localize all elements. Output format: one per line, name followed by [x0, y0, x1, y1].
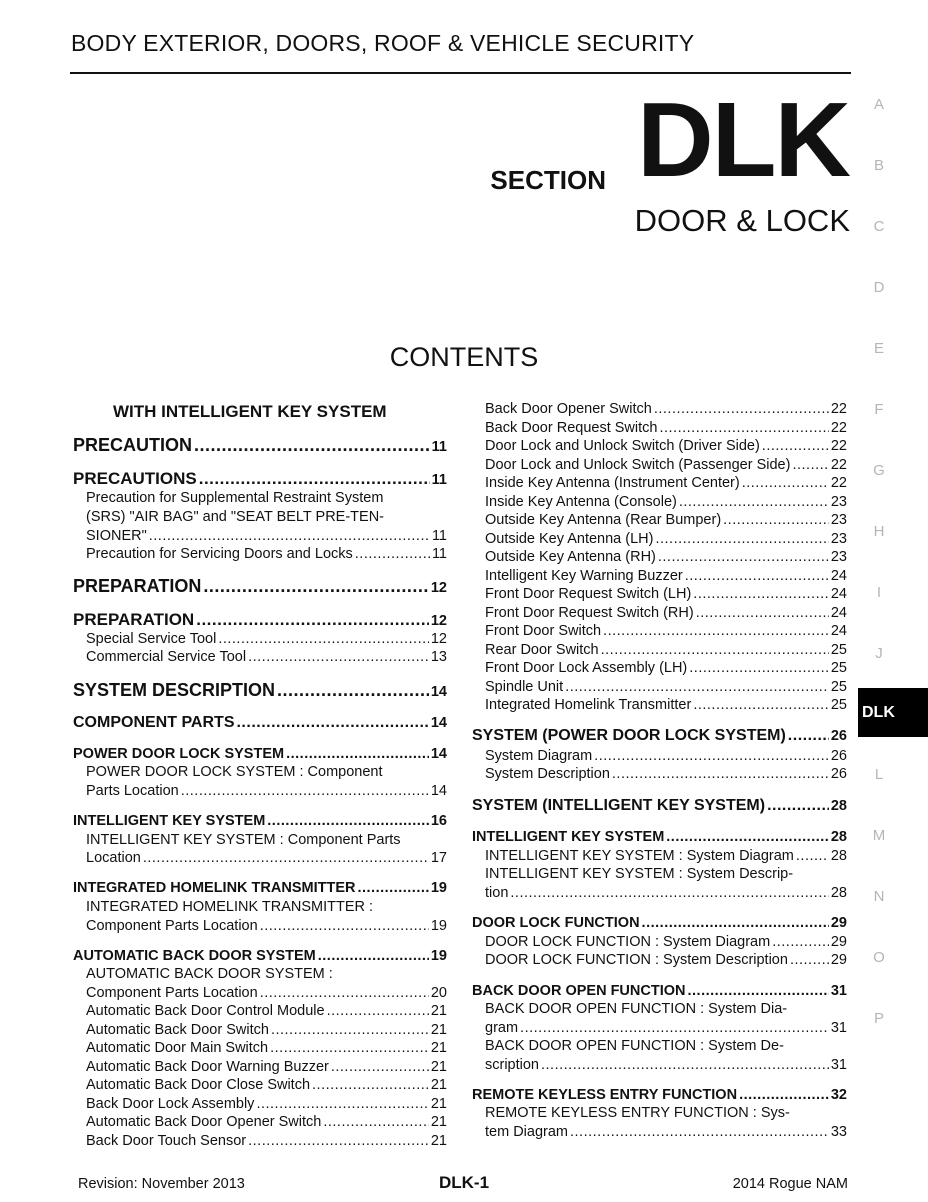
toc-entry-rke[interactable]: REMOTE KEYLESS ENTRY FUNCTION ..... 32 — [472, 1087, 847, 1103]
toc-ik-line1[interactable]: INTELLIGENT KEY SYSTEM : Component Parts — [86, 832, 401, 848]
toc-entry-system-description[interactable]: SYSTEM DESCRIPTION ..... 14 — [73, 680, 447, 701]
index-letter-o[interactable]: O — [873, 949, 885, 966]
toc-item[interactable]: Front Door Switch ..... 24 — [485, 623, 847, 642]
toc-bdof-diag-line2[interactable]: gram ..... 31 — [485, 1020, 847, 1036]
section-word: SECTION — [490, 165, 606, 195]
toc-special-tool[interactable]: Special Service Tool ..... 12 — [86, 631, 447, 647]
toc-rke-line2[interactable]: tem Diagram ..... 33 — [485, 1124, 847, 1140]
toc-srs-line1[interactable]: Precaution for Supplemental Restraint System — [86, 490, 384, 506]
toc-srs-line2[interactable]: (SRS) "AIR BAG" and "SEAT BELT PRE-TEN- — [86, 509, 385, 525]
toc-abd-items — [86, 1003, 447, 1151]
toc-right-items — [485, 401, 847, 716]
toc-item[interactable]: Front Door Request Switch (RH) ..... 24 — [485, 605, 847, 624]
index-letter-g[interactable]: G — [873, 462, 885, 479]
toc-abd-item[interactable]: Automatic Back Door Switch ..... 21 — [86, 1022, 447, 1041]
toc-entry-abd-system[interactable]: AUTOMATIC BACK DOOR SYSTEM ..... 19 — [73, 948, 447, 964]
toc-entry-precautions[interactable]: PRECAUTIONS ..... 11 — [73, 469, 447, 489]
toc-pdl-line2[interactable]: Parts Location ..... 14 — [86, 783, 447, 799]
toc-entry-homelink[interactable]: INTEGRATED HOMELINK TRANSMITTER ..... 19 — [73, 880, 447, 896]
index-letter-n[interactable]: N — [873, 888, 885, 905]
footer-model: 2014 Rogue NAM — [732, 1176, 848, 1192]
toc-abd-item[interactable]: Automatic Door Main Switch ..... 21 — [86, 1040, 447, 1059]
toc-bdof-diag-line1[interactable]: BACK DOOR OPEN FUNCTION : System Dia- — [485, 1001, 788, 1017]
toc-ik-diagram[interactable]: INTELLIGENT KEY SYSTEM : System Diagram ..... 28 — [485, 848, 847, 864]
index-letter-p[interactable]: P — [873, 1010, 884, 1027]
toc-abd-item[interactable]: Automatic Back Door Control Module ..... 21 — [86, 1003, 447, 1022]
toc-pdl-line1[interactable]: POWER DOOR LOCK SYSTEM : Component — [86, 764, 383, 780]
toc-sys-pdl-desc[interactable]: System Description ..... 26 — [485, 766, 847, 782]
toc-item[interactable]: Integrated Homelink Transmitter ..... 25 — [485, 697, 847, 716]
toc-dlf-desc[interactable]: DOOR LOCK FUNCTION : System Description ..... 29 — [485, 952, 847, 968]
section-name: DOOR & LOCK — [634, 203, 850, 238]
contents-title: CONTENTS — [389, 342, 539, 372]
toc-bdof-desc-line2[interactable]: scription ..... 31 — [485, 1057, 847, 1073]
toc-ik-line2[interactable]: Location ..... 17 — [86, 850, 447, 866]
toc-entry-dlf[interactable]: DOOR LOCK FUNCTION ..... 29 — [472, 915, 847, 931]
toc-abd-item[interactable]: Automatic Back Door Opener Switch ..... 21 — [86, 1114, 447, 1133]
toc-entry-ik-system[interactable]: INTELLIGENT KEY SYSTEM ..... 16 — [73, 813, 447, 829]
toc-rke-line1[interactable]: REMOTE KEYLESS ENTRY FUNCTION : Sys- — [485, 1105, 790, 1121]
index-tab-dlk-active[interactable]: DLK — [858, 688, 928, 737]
toc-entry-sys-pdl[interactable]: SYSTEM (POWER DOOR LOCK SYSTEM) ..... 26 — [472, 727, 847, 745]
index-letter-l[interactable]: L — [874, 766, 884, 783]
toc-entry-preparation-h1[interactable]: PREPARATION ..... 12 — [73, 576, 447, 597]
toc-item[interactable]: Front Door Lock Assembly (LH) ..... 25 — [485, 660, 847, 679]
toc-item[interactable]: Front Door Request Switch (LH) ..... 24 — [485, 586, 847, 605]
toc-commercial-tool[interactable]: Commercial Service Tool ..... 13 — [86, 649, 447, 665]
toc-abd-line2[interactable]: Component Parts Location ..... 20 — [86, 985, 447, 1001]
index-letter-m[interactable]: M — [872, 827, 886, 844]
toc-item[interactable]: Inside Key Antenna (Console) ..... 23 — [485, 494, 847, 513]
index-letter-e[interactable]: E — [873, 340, 884, 357]
toc-abd-line1[interactable]: AUTOMATIC BACK DOOR SYSTEM : — [86, 966, 333, 982]
index-letter-h[interactable]: H — [873, 523, 885, 540]
toc-homelink-line2[interactable]: Component Parts Location ..... 19 — [86, 918, 447, 934]
header-title: BODY EXTERIOR, DOORS, ROOF & VEHICLE SECURITY — [71, 30, 695, 56]
toc-item[interactable]: Door Lock and Unlock Switch (Passenger Side) ..... 22 — [485, 457, 847, 476]
toc-srs-line3[interactable]: SIONER" ..... 11 — [86, 528, 447, 544]
toc-entry-preparation-h2[interactable]: PREPARATION ..... 12 — [73, 610, 447, 630]
toc-entry-bdof[interactable]: BACK DOOR OPEN FUNCTION ..... 31 — [472, 983, 847, 999]
toc-bdof-desc-line1[interactable]: BACK DOOR OPEN FUNCTION : System De- — [485, 1038, 784, 1054]
toc-ik-desc-line1[interactable]: INTELLIGENT KEY SYSTEM : System Descrip- — [485, 866, 794, 882]
toc-item[interactable]: Inside Key Antenna (Instrument Center) ..... 22 — [485, 475, 847, 494]
toc-item[interactable]: Back Door Opener Switch ..... 22 — [485, 401, 847, 420]
toc-item[interactable]: Door Lock and Unlock Switch (Driver Side) ..... 22 — [485, 438, 847, 457]
footer-revision: Revision: November 2013 — [78, 1176, 245, 1192]
toc-entry-component-parts[interactable]: COMPONENT PARTS ..... 14 — [73, 714, 447, 732]
index-letter-i[interactable]: I — [876, 584, 882, 601]
toc-subtitle: WITH INTELLIGENT KEY SYSTEM — [113, 402, 387, 421]
toc-servicing[interactable]: Precaution for Servicing Doors and Locks ..... 11 — [86, 546, 447, 562]
footer-page-number: DLK-1 — [438, 1173, 490, 1192]
toc-entry-ik-system-right[interactable]: INTELLIGENT KEY SYSTEM ..... 28 — [472, 829, 847, 845]
toc-abd-item[interactable]: Automatic Back Door Close Switch ..... 21 — [86, 1077, 447, 1096]
index-letter-f[interactable]: F — [874, 401, 884, 418]
toc-entry-sys-ik[interactable]: SYSTEM (INTELLIGENT KEY SYSTEM) ..... 28 — [472, 797, 847, 815]
toc-homelink-line1[interactable]: INTEGRATED HOMELINK TRANSMITTER : — [86, 899, 374, 915]
toc-abd-item[interactable]: Back Door Lock Assembly ..... 21 — [86, 1096, 447, 1115]
toc-item[interactable]: Outside Key Antenna (Rear Bumper) ..... 23 — [485, 512, 847, 531]
index-letter-d[interactable]: D — [873, 279, 885, 296]
toc-ik-desc-line2[interactable]: tion ..... 28 — [485, 885, 847, 901]
toc-item[interactable]: Intelligent Key Warning Buzzer ..... 24 — [485, 568, 847, 587]
toc-item[interactable]: Back Door Request Switch ..... 22 — [485, 420, 847, 439]
toc-sys-pdl-diagram[interactable]: System Diagram ..... 26 — [485, 748, 847, 764]
index-letter-c[interactable]: C — [873, 218, 885, 235]
toc-item[interactable]: Outside Key Antenna (RH) ..... 23 — [485, 549, 847, 568]
toc-entry-precaution[interactable]: PRECAUTION ..... 11 — [73, 435, 447, 456]
toc-abd-item[interactable]: Back Door Touch Sensor ..... 21 — [86, 1133, 447, 1152]
index-letter-b[interactable]: B — [873, 157, 884, 174]
toc-abd-item[interactable]: Automatic Back Door Warning Buzzer ..... 21 — [86, 1059, 447, 1078]
index-letter-a[interactable]: A — [873, 96, 884, 113]
toc-item[interactable]: Outside Key Antenna (LH) ..... 23 — [485, 531, 847, 550]
toc-dlf-diagram[interactable]: DOOR LOCK FUNCTION : System Diagram ..... 29 — [485, 934, 847, 950]
index-letter-j[interactable]: J — [875, 645, 883, 662]
header-rule — [70, 72, 851, 74]
section-code: DLK — [637, 81, 849, 199]
toc-item[interactable]: Rear Door Switch ..... 25 — [485, 642, 847, 661]
toc-entry-pdl-system[interactable]: POWER DOOR LOCK SYSTEM ..... 14 — [73, 746, 447, 762]
toc-item[interactable]: Spindle Unit ..... 25 — [485, 679, 847, 698]
